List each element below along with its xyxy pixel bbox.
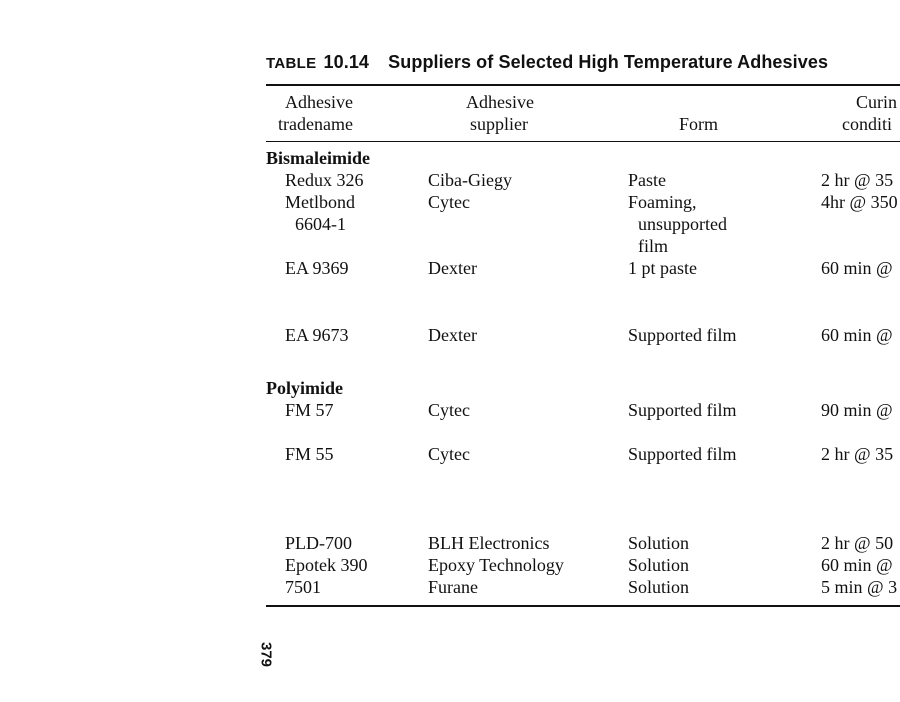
cell-supplier: Ciba-Giegy (428, 170, 512, 190)
cell-supplier: Furane (428, 577, 478, 597)
cell-form: Supported film (628, 400, 737, 420)
cell-curing: 2 hr @ 35 (821, 444, 894, 464)
cell-tradename: FM 55 (285, 444, 334, 464)
cell-tradename: PLD-700 (285, 533, 352, 553)
cell-curing: 2 hr @ 50 (821, 533, 894, 553)
cell-curing: 60 min @ (821, 325, 893, 345)
cell-form: Foaming, (628, 192, 697, 212)
cell-form-cont: unsupported (638, 214, 727, 234)
cell-form: Solution (628, 577, 690, 597)
cell-tradename: EA 9673 (285, 325, 349, 345)
cell-curing: 4hr @ 350 (821, 192, 898, 212)
cell-curing: 2 hr @ 35 (821, 170, 894, 190)
table-number: 10.14 (323, 52, 370, 72)
cell-curing: 5 min @ 3 (821, 577, 898, 597)
group-heading-bismaleimide: Bismaleimide (266, 148, 370, 168)
group-heading-polyimide: Polyimide (266, 378, 343, 398)
header-tradename-line1: Adhesive (285, 92, 353, 112)
cell-supplier: Dexter (428, 325, 477, 345)
cell-form: Supported film (628, 444, 737, 464)
cell-tradename-cont: 6604-1 (295, 214, 346, 234)
cell-tradename: Metlbond (285, 192, 355, 212)
table-bottom-rule (266, 605, 900, 607)
header-tradename-line2: tradename (278, 114, 353, 134)
cell-form: 1 pt paste (628, 258, 697, 278)
header-curing-line2: conditi (842, 114, 892, 134)
cell-curing: 60 min @ (821, 555, 893, 575)
cell-tradename: Epotek 390 (285, 555, 368, 575)
header-curing-line1: Curin (856, 92, 898, 112)
cell-supplier: Epoxy Technology (428, 555, 564, 575)
cell-tradename: FM 57 (285, 400, 334, 420)
table-title: Suppliers of Selected High Temperature Adhesives (388, 52, 829, 72)
cell-form-cont: film (638, 236, 668, 256)
table-label: TABLE (266, 55, 317, 72)
cell-form: Supported film (628, 325, 737, 345)
cell-supplier: Cytec (428, 444, 470, 464)
cell-curing: 90 min @ (821, 400, 893, 420)
header-form: Form (679, 114, 719, 134)
cell-curing: 60 min @ (821, 258, 893, 278)
header-supplier-line2: supplier (470, 114, 528, 134)
cell-supplier: BLH Electronics (428, 533, 550, 553)
cell-form: Paste (628, 170, 666, 190)
cell-form: Solution (628, 533, 690, 553)
cell-form: Solution (628, 555, 690, 575)
cell-supplier: Dexter (428, 258, 477, 278)
page-number: 379 (257, 641, 275, 668)
cell-tradename: Redux 326 (285, 170, 364, 190)
header-supplier-line1: Adhesive (466, 92, 534, 112)
table-top-rule (266, 84, 900, 86)
cell-supplier: Cytec (428, 400, 470, 420)
table-caption (266, 52, 828, 73)
cell-tradename: EA 9369 (285, 258, 349, 278)
header-rule (266, 141, 900, 142)
cell-supplier: Cytec (428, 192, 470, 212)
cell-tradename: 7501 (285, 577, 321, 597)
